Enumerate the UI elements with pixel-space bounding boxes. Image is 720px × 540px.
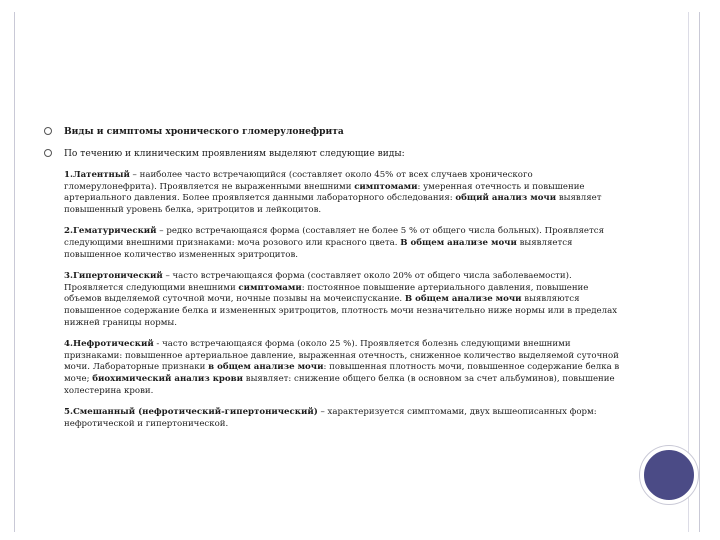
type-emphasis: В общем анализе мочи [400, 237, 517, 248]
type-emphasis: симптомами [238, 282, 302, 293]
type-emphasis: в общем анализе мочи [208, 362, 324, 373]
type-text: : постоянное повышение артериального давления, повышение объемов выделяемой суточной мочи, ночные позывы на мочеиспускание. [64, 282, 589, 305]
type-mixed [64, 407, 624, 430]
type-title: 4.Нефротический [64, 339, 154, 350]
type-emphasis: симптомами [354, 181, 418, 192]
decorative-circle [640, 446, 698, 504]
type-text: выявляет повышенный уровень белка, эритроцитов и лейкоцитов. [64, 193, 602, 215]
type-hypertonic [64, 271, 624, 329]
type-emphasis: общий анализ мочи [455, 193, 557, 204]
type-title: 1.Латентный [64, 170, 130, 180]
type-text: – редко встречающаяся форма (составляет не более 5 % от общего числа больных). Проявляется следующими внешними признаками: моча розового или красного цвета. [64, 226, 604, 248]
intro-text: По течению и клиническим проявлениям выделяют следующие виды: [64, 149, 405, 159]
type-hematuric [64, 226, 624, 261]
type-text: : повышенная плотность мочи, повышенное содержание белка в моче; [64, 362, 620, 384]
type-text: : умеренная отечность и повышение артериального давления. Более проявляется данными лабораторного обследования: [64, 181, 585, 204]
type-text: - часто встречающаяся форма (около 25 %). Проявляется болезнь следующими внешними признаками: повышенное артериальное давление, выраженная отечность, сниженное количество выделяемой суточной мочи. Лабораторные признаки [64, 339, 619, 373]
type-latent [64, 170, 624, 216]
type-text: – характеризуется симптомами, двух вышеописанных форм: нефротической и гипертонической. [64, 407, 597, 429]
type-text: – наиболее часто встречающийся (составляет около 45% от всех случаев хронического гломерулонефрита). Проявляется не выраженными внешними [64, 170, 533, 192]
bullet-item-title [44, 126, 624, 138]
slide-content [44, 126, 624, 440]
circle-bullet-icon [44, 149, 52, 157]
type-text: выявляет: снижение общего белка (в основном за счет альбуминов), повышение холестерина крови. [64, 373, 615, 396]
type-emphasis: В общем анализе мочи [404, 294, 522, 305]
circle-bullet-icon [44, 127, 52, 135]
type-text: – часто встречающаяся форма (составляет около 20% от общего числа заболеваемости). Проявляется следующими внешними [64, 271, 572, 293]
type-title: 3.Гипертонический [64, 271, 163, 282]
type-title: 2.Гематурический [64, 226, 157, 237]
slide-title: Виды и симптомы хронического гломерулонефрита [64, 126, 344, 137]
type-text: выявляются повышенное содержание белка и измененных эритроцитов, плотность мочи незначительно ниже нормы или в пределах нижней границы нормы. [64, 294, 618, 328]
bullet-item-intro [44, 148, 624, 160]
type-nephrotic [64, 339, 624, 397]
type-title: 5.Смешанный (нефротический-гипертонический) [64, 407, 318, 418]
type-emphasis: биохимический анализ крови [92, 373, 244, 384]
type-text: выявляется повышенное количество измененных эритроцитов. [64, 237, 573, 260]
